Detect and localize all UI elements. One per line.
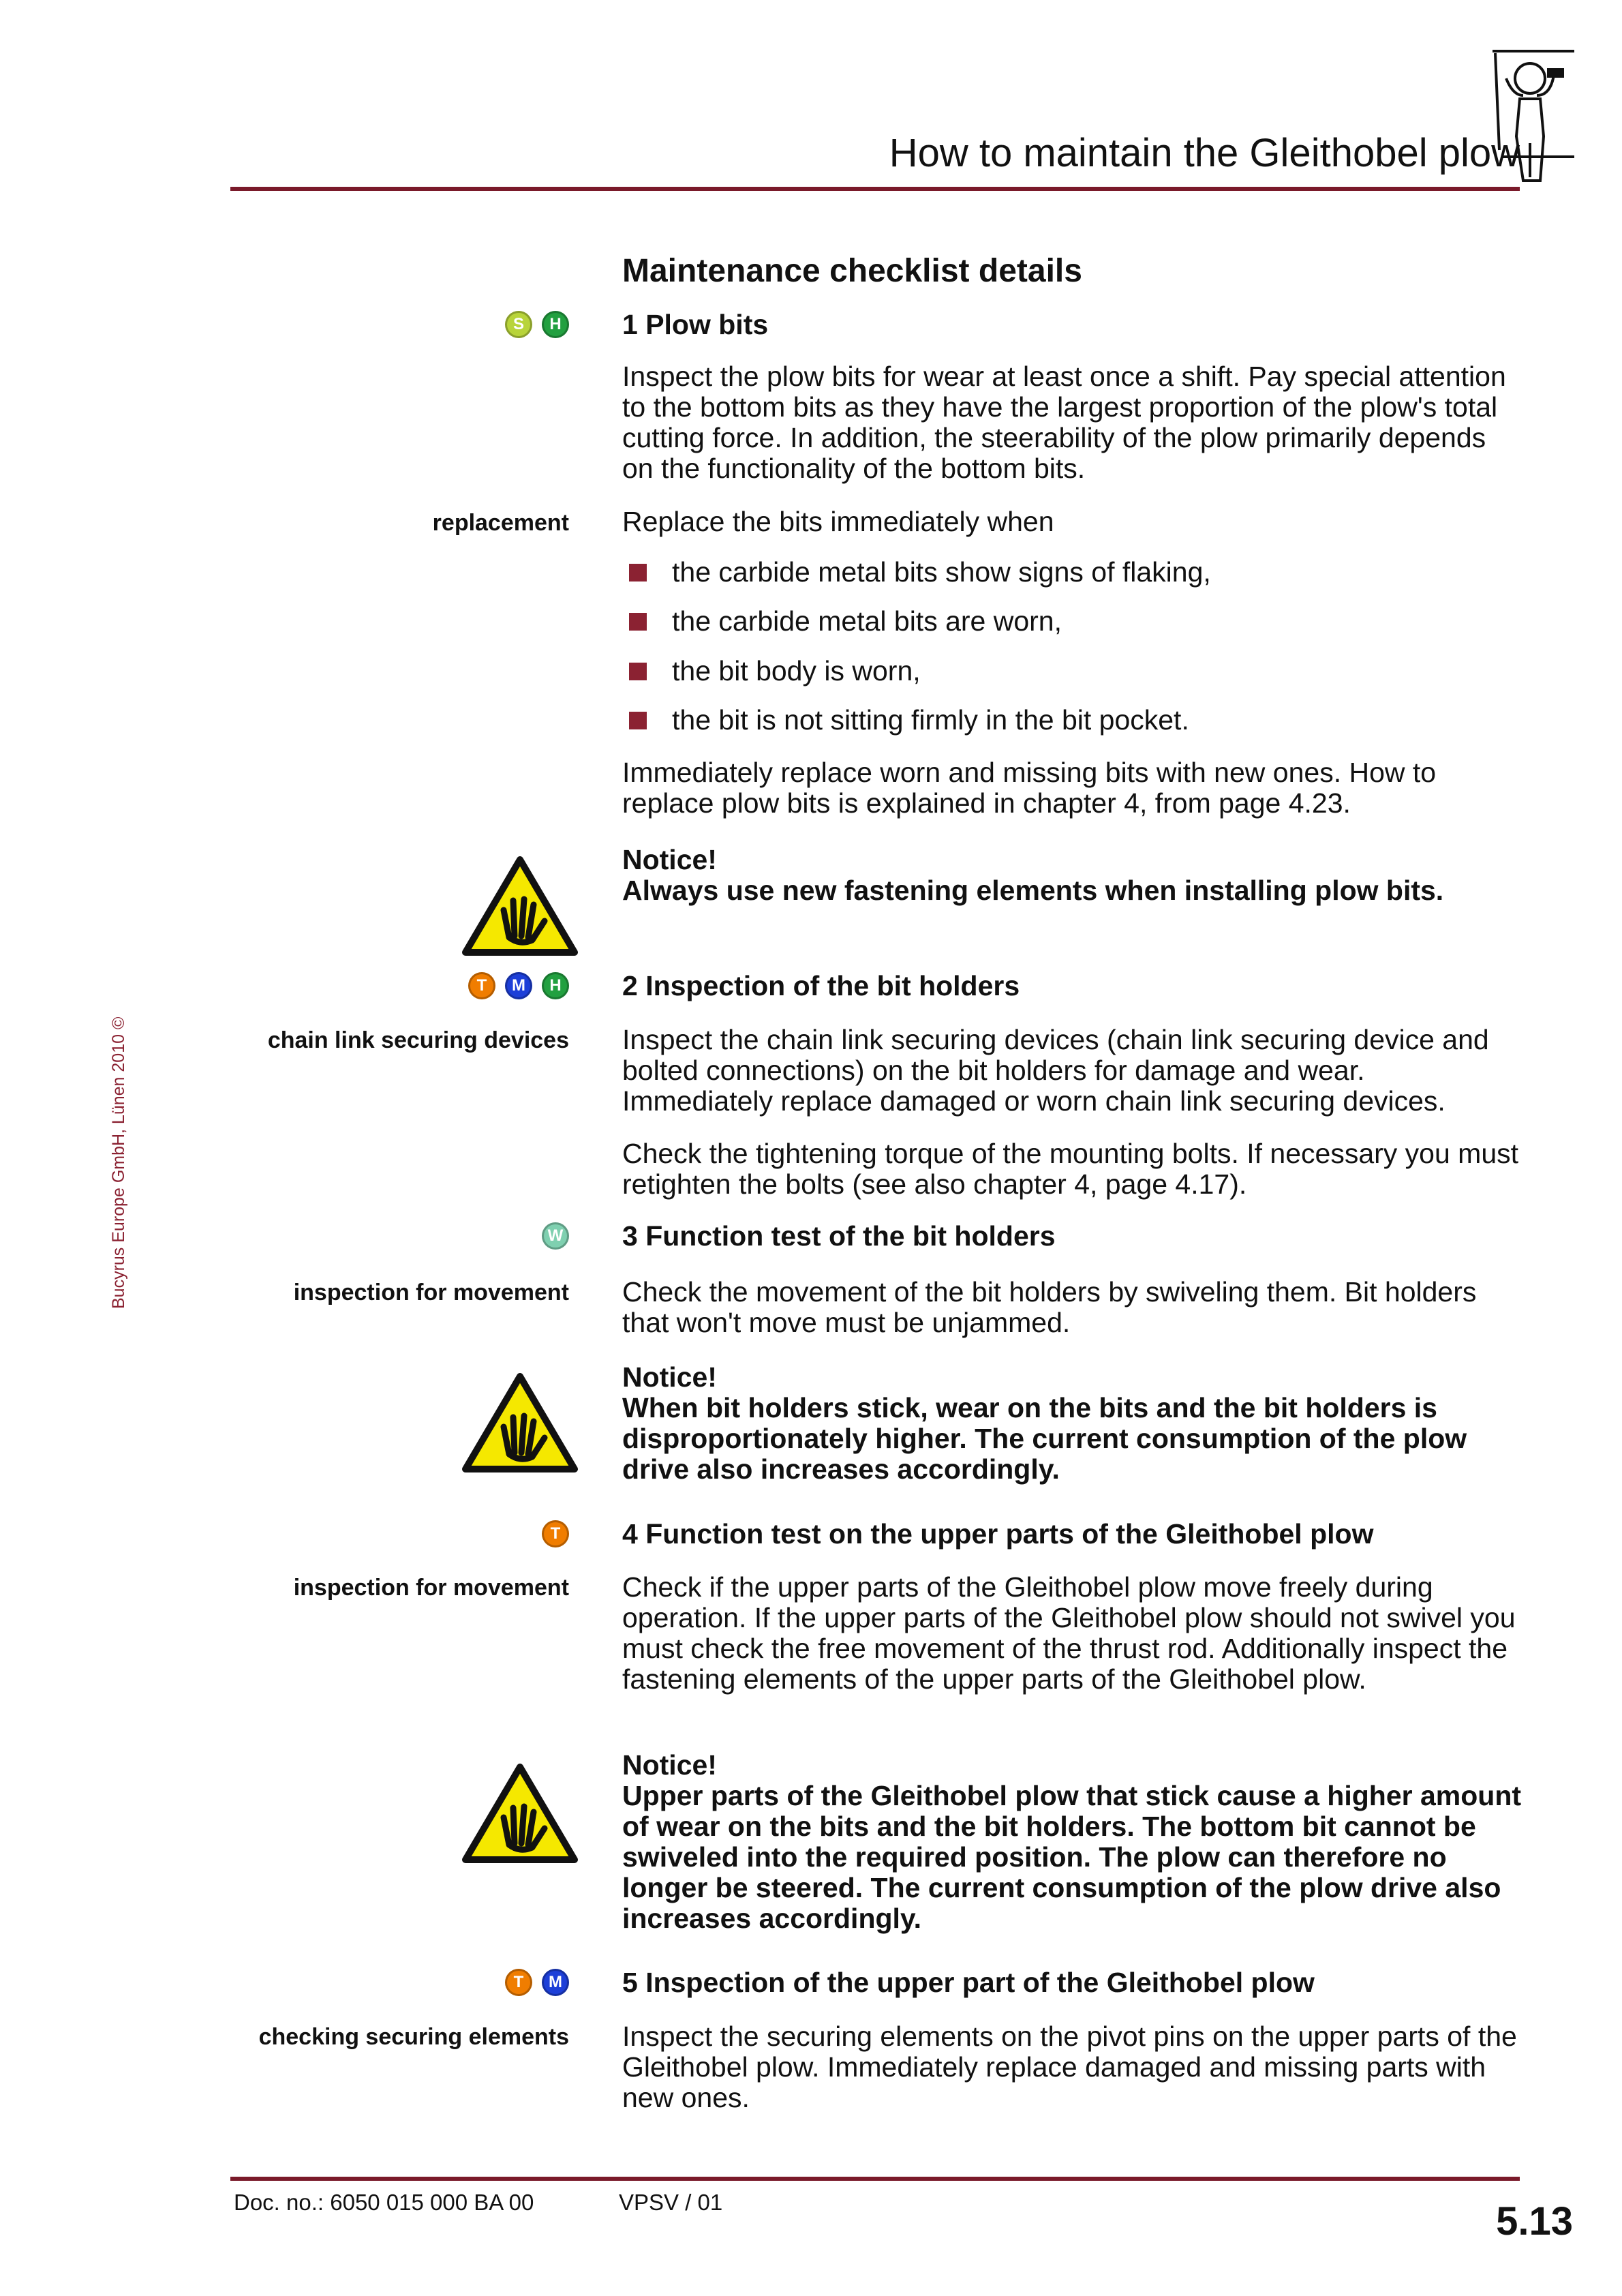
- list-item: the bit body is worn,: [622, 656, 921, 686]
- list-item: the carbide metal bits show signs of flaking,: [622, 557, 1211, 588]
- warning-hand-icon: [461, 1372, 579, 1473]
- version: VPSV / 01: [619, 2190, 723, 2215]
- interval-t-icon: T: [542, 1520, 569, 1547]
- paragraph: Inspect the securing elements on the pivot pins on the upper parts of the Gleithobel plow. Immediately replace damaged and missing parts with new ones.: [622, 2021, 1517, 2113]
- interval-t-icon: T: [468, 972, 495, 999]
- interval-m-icon: M: [542, 1969, 569, 1996]
- interval-s-icon: S: [505, 311, 532, 338]
- margin-label: replacement: [432, 510, 569, 536]
- header-rule: [230, 187, 1520, 191]
- notice-text: When bit holders stick, wear on the bits and the bit holders is disproportionately higher. The current consumption of the plow drive also increases accordingly.: [622, 1392, 1467, 1485]
- warning-hand-icon: [461, 1763, 579, 1864]
- bullet-icon: [629, 712, 647, 729]
- paragraph: Replace the bits immediately when: [622, 506, 1054, 537]
- paragraph: Inspect the chain link securing devices (chain link securing device and bolted connections) on the bit holders for damage and wear. Immediately replace damaged or worn chain link securing devices.: [622, 1024, 1489, 1117]
- interval-h-icon: H: [542, 311, 569, 338]
- interval-m-icon: M: [505, 972, 532, 999]
- heading-upper-part-inspection: 5 Inspection of the upper part of the Gleithobel plow: [622, 1967, 1315, 1998]
- list-item: the bit is not sitting firmly in the bit pocket.: [622, 705, 1189, 736]
- notice-text: Upper parts of the Gleithobel plow that stick cause a higher amount of wear on the bits and the bit holders. The bottom bit cannot be swiveled into the required position. The plow can therefore no longer be steered. The current consumption of the plow drive also increases accordingly.: [622, 1780, 1522, 1934]
- paragraph: Check the tightening torque of the mounting bolts. If necessary you must retighten the bolts (see also chapter 4, page 4.17).: [622, 1138, 1519, 1200]
- copyright-side-text: Bucyrus Europe GmbH, Lünen 2010 ©: [109, 1016, 128, 1309]
- worker-logo-icon: [1493, 48, 1588, 184]
- paragraph: Inspect the plow bits for wear at least once a shift. Pay special attention to the bottom bits as they have the largest proportion of the plow's total cutting force. In addition, the steerability of the plow primarily depends on the functionality of the bottom bits.: [622, 361, 1506, 484]
- paragraph: Check the movement of the bit holders by swiveling them. Bit holders that won't move must be unjammed.: [622, 1276, 1477, 1338]
- margin-label: inspection for movement: [293, 1575, 569, 1601]
- bullet-icon: [629, 663, 647, 680]
- footer-rule: [230, 2177, 1520, 2181]
- list-item: the carbide metal bits are worn,: [622, 606, 1062, 637]
- margin-label: chain link securing devices: [267, 1027, 569, 1053]
- heading-bit-holders: 2 Inspection of the bit holders: [622, 970, 1020, 1001]
- bullet-icon: [629, 613, 647, 631]
- paragraph: Immediately replace worn and missing bits with new ones. How to replace plow bits is explained in chapter 4, from page 4.23.: [622, 757, 1437, 819]
- notice-title: Notice!: [622, 844, 717, 875]
- interval-icons: [542, 1222, 569, 1250]
- interval-icons: [468, 972, 569, 999]
- section-title: Maintenance checklist details: [622, 253, 1082, 289]
- notice-text: Always use new fastening elements when installing plow bits.: [622, 875, 1444, 906]
- heading-function-test-upper-parts: 4 Function test on the upper parts of the Gleithobel plow: [622, 1518, 1374, 1550]
- interval-icons: [542, 1520, 569, 1547]
- bullet-icon: [629, 564, 647, 581]
- interval-icons: [505, 1969, 569, 1996]
- page-number: 5.13: [1496, 2199, 1573, 2244]
- heading-function-test-bit-holders: 3 Function test of the bit holders: [622, 1220, 1056, 1252]
- notice-title: Notice!: [622, 1361, 717, 1393]
- page-header-title: How to maintain the Gleithobel plow: [889, 131, 1520, 175]
- doc-number: Doc. no.: 6050 015 000 BA 00: [234, 2190, 534, 2215]
- paragraph: Check if the upper parts of the Gleithobel plow move freely during operation. If the upper parts of the Gleithobel plow should not swivel you must check the free movement of the thrust rod. Additionally inspect the fastening elements of the upper parts of the Gleithobel plow.: [622, 1571, 1516, 1695]
- interval-w-icon: W: [542, 1222, 569, 1250]
- interval-t-icon: T: [505, 1969, 532, 1996]
- interval-h-icon: H: [542, 972, 569, 999]
- margin-label: inspection for movement: [293, 1280, 569, 1305]
- interval-icons: [505, 311, 569, 338]
- heading-plow-bits: 1 Plow bits: [622, 309, 769, 340]
- notice-title: Notice!: [622, 1749, 717, 1781]
- margin-label: checking securing elements: [258, 2024, 569, 2050]
- warning-hand-icon: [461, 856, 579, 956]
